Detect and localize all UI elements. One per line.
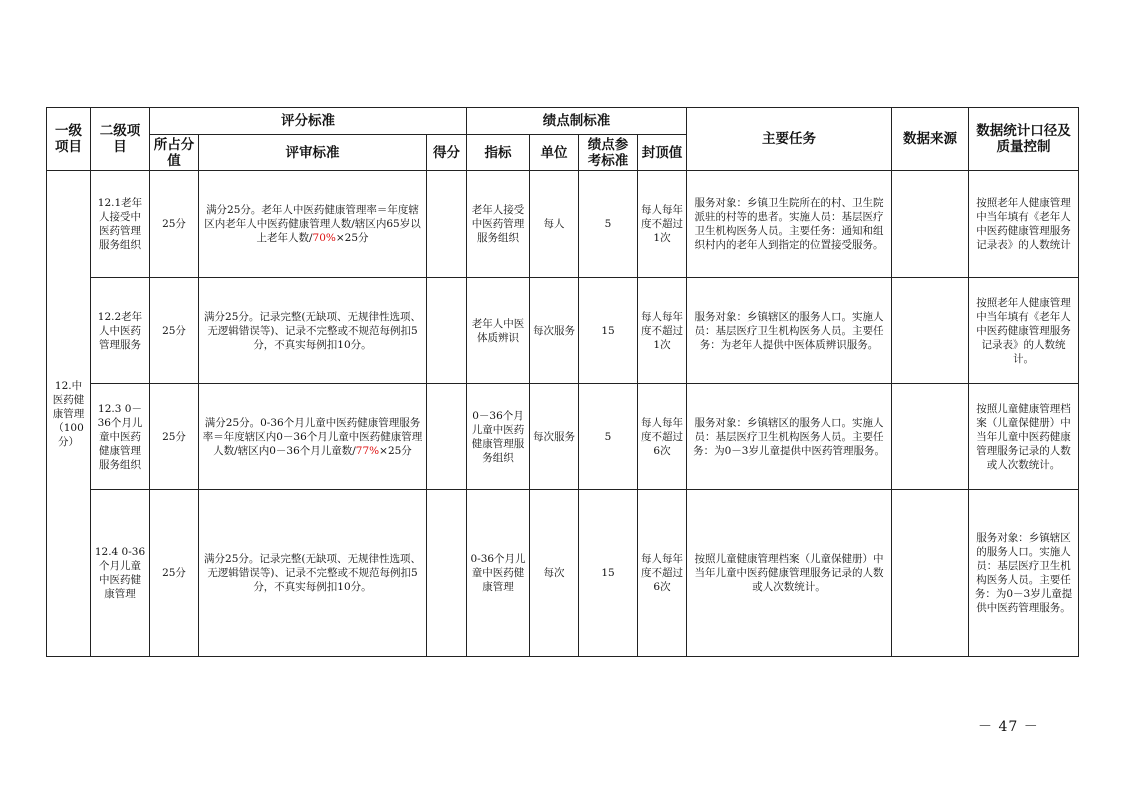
level2-item: 12.4 0-36个月儿童中医药健康管理 [91,490,150,657]
header-ref-standard: 绩点参考标准 [579,135,638,171]
header-level1: 一级项目 [47,108,91,171]
main-task: 服务对象：乡镇卫生院所在的村、卫生院派驻的村等的患者。实施人员：基层医疗卫生机构医务人员。主要任务：通知和组织村内的老年人到指定的位置接受服务。 [687,171,892,278]
unit: 每次 [530,490,579,657]
level2-item: 12.1老年人接受中医药管理服务组织 [91,171,150,278]
header-data-source: 数据来源 [892,108,969,171]
header-score-got: 得分 [427,135,467,171]
stat-quality: 按照老年人健康管理中当年填有《老年人中医药健康管理服务记录表》的人数统计 [969,171,1079,278]
cap-value: 每人每年度不超过6次 [638,384,687,490]
ref-standard: 5 [579,171,638,278]
cap-value: 每人每年度不超过6次 [638,490,687,657]
level2-item: 12.2老年人中医药管理服务 [91,278,150,384]
header-review-standard: 评审标准 [199,135,427,171]
header-performance: 绩点制标准 [467,108,687,135]
data-source [892,384,969,490]
ref-standard: 5 [579,384,638,490]
ref-standard: 15 [579,278,638,384]
stat-quality: 服务对象：乡镇辖区的服务人口。实施人员：基层医疗卫生机构医务人员。主要任务：为0－3岁儿童提供中医药管理服务。 [969,490,1079,657]
score-value: 25分 [150,490,199,657]
score-value: 25分 [150,171,199,278]
review-standard: 满分25分。记录完整(无缺项、无规律性选项、无逻辑错误等)、记录不完整或不规范每例扣5分，不真实每例扣10分。 [199,490,427,657]
main-task: 按照儿童健康管理档案（儿童保健册）中当年儿童中医药健康管理服务记录的人数或人次数统计。 [687,490,892,657]
stat-quality: 按照老年人健康管理中当年填有《老年人中医药健康管理服务记录表》的人数统计。 [969,278,1079,384]
cap-value: 每人每年度不超过1次 [638,171,687,278]
unit: 每次服务 [530,384,579,490]
level1-item: 12.中医药健康管理（100分） [47,171,91,657]
main-task: 服务对象：乡镇辖区的服务人口。实施人员：基层医疗卫生机构医务人员。主要任务：为老年人提供中医体质辨识服务。 [687,278,892,384]
page-number: － 47 － [978,719,1039,735]
review-standard: 满分25分。0-36个月儿童中医药健康管理服务率＝年度辖区内0－36个月儿童中医药健康管理人数/辖区内0－36个月儿童数/77%×25分 [199,384,427,490]
unit: 每人 [530,171,579,278]
table-row [47,384,1079,490]
stat-quality: 按照儿童健康管理档案（儿童保健册）中当年儿童中医药健康管理服务记录的人数或人次数统计。 [969,384,1079,490]
header-stat-quality: 数据统计口径及质量控制 [969,108,1079,171]
score-got [427,384,467,490]
header-main-task: 主要任务 [687,108,892,171]
indicator: 老年人中医体质辨识 [467,278,530,384]
target-rate: 77% [355,444,380,457]
header-score-value: 所占分值 [150,135,199,171]
score-got [427,171,467,278]
table-row [47,490,1079,657]
indicator: 老年人接受中医药管理服务组织 [467,171,530,278]
evaluation-table [46,107,1079,657]
table-row [47,171,1079,278]
table-row [47,278,1079,384]
header-cap-value: 封顶值 [638,135,687,171]
data-source [892,278,969,384]
data-source [892,171,969,278]
score-got [427,490,467,657]
unit: 每次服务 [530,278,579,384]
cap-value: 每人每年度不超过1次 [638,278,687,384]
score-value: 25分 [150,278,199,384]
score-got [427,278,467,384]
data-source [892,490,969,657]
ref-standard: 15 [579,490,638,657]
indicator: 0-36个月儿童中医药健康管理 [467,490,530,657]
review-standard: 满分25分。老年人中医药健康管理率＝年度辖区内老年人中医药健康管理人数/辖区内65岁以上老年人数/70%×25分 [199,171,427,278]
header-scoring: 评分标准 [150,108,467,135]
header-indicator: 指标 [467,135,530,171]
main-task: 服务对象：乡镇辖区的服务人口。实施人员：基层医疗卫生机构医务人员。主要任务：为0－3岁儿童提供中医药管理服务。 [687,384,892,490]
header-level2: 二级项目 [91,108,150,171]
header-unit: 单位 [530,135,579,171]
indicator: 0－36个月儿童中医药健康管理服务组织 [467,384,530,490]
score-value: 25分 [150,384,199,490]
review-standard: 满分25分。记录完整(无缺项、无规律性选项、无逻辑错误等)、记录不完整或不规范每例扣5分，不真实每例扣10分。 [199,278,427,384]
level2-item: 12.3 0－36个月儿童中医药健康管理服务组织 [91,384,150,490]
target-rate: 70% [312,232,336,244]
